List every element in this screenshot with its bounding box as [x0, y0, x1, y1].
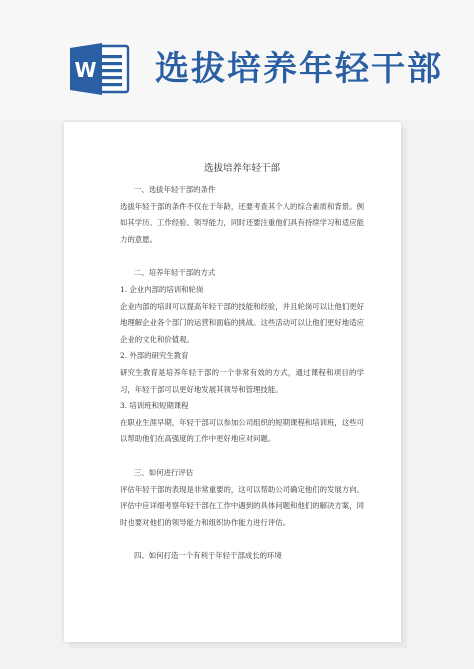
section-heading: 四、如何打造一个有利于年轻干部成长的环境: [134, 551, 282, 561]
subsection-heading: 1. 企业内部的培训和轮岗: [120, 284, 204, 294]
section-paragraph: 研究生教育是培养年轻干部的一个非常有效的方式，通过课程和项目的学习，年轻干部可以更好地发展其领导和管理技能。: [120, 367, 364, 394]
spacer: [120, 531, 364, 548]
section-paragraph: 选拔年轻干部的条件不仅在于年龄，还要考查其个人的综合素质和背景。例如其学历、工作经验、领导能力，同时还要注重他们具有持续学习和适应能力的意愿。: [120, 201, 364, 244]
banner-title: 选拔培养年轻干部: [155, 49, 443, 89]
header-banner: [0, 0, 474, 120]
section-paragraph: 企业内部的培训可以提高年轻干部的技能和经验，并且轮岗可以让他们更好地理解企业各个部门的运营和面临的挑战。这些活动可以让他们更好地适应企业的文化和价值观。: [120, 301, 364, 344]
section-heading: 一、选拔年轻干部的条件: [134, 185, 216, 194]
svg-text:W: W: [74, 58, 97, 82]
spacer: [120, 448, 364, 465]
spacer: [120, 248, 364, 265]
document-page: [64, 122, 401, 642]
section-paragraph: 在职业生涯早期，年轻干部可以参加公司组织的短期课程和培训班，这些可以帮助他们在高强度的工作中更好地应对问题。: [120, 417, 364, 444]
section-heading: 三、如何进行评估: [134, 467, 194, 477]
subsection-heading: 3. 培训班和短期课程: [120, 401, 189, 411]
section-paragraph: 评估年轻干部的表现是非常重要的，这可以帮助公司确定他们的发展方向。评估中应详细考察年轻干部在工作中遇到的具体问题和他们的解决方案，同时也要对他们的领导能力和组织协作能力进行评估。: [120, 484, 364, 527]
word-document-icon: [68, 42, 130, 96]
subsection-heading: 2. 外部的研究生教育: [120, 351, 189, 361]
document-title: 选拔培养年轻干部: [203, 163, 280, 174]
section-heading: 二、培养年轻干部的方式: [134, 268, 216, 278]
document-body: [120, 162, 364, 565]
